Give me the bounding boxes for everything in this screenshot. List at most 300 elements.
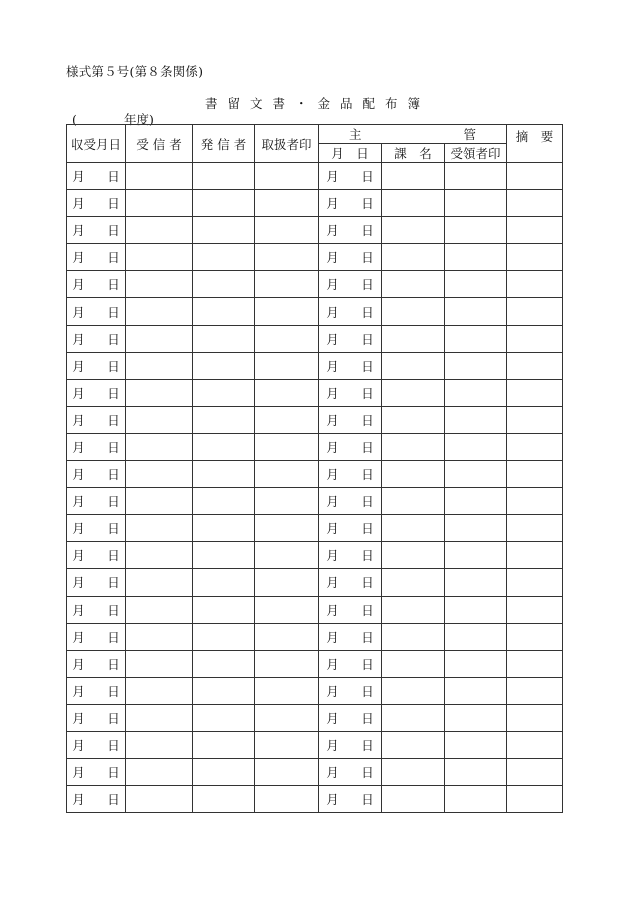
month-label: 月: [326, 656, 339, 672]
table-row: [67, 298, 563, 325]
cell-recipient: [126, 163, 193, 190]
cell-kanri-date: [319, 677, 382, 704]
cell-handler-seal: [255, 271, 319, 298]
cell-recipient: [126, 217, 193, 244]
cell-sender: [193, 731, 255, 758]
month-label: 月: [72, 467, 85, 483]
cell-received-date: [67, 677, 126, 704]
cell-sender: [193, 623, 255, 650]
day-label: 日: [107, 412, 120, 428]
month-label: 月: [326, 738, 339, 754]
cell-remarks: [507, 488, 563, 515]
cell-receiver-seal: [445, 786, 507, 813]
day-label: 日: [361, 683, 374, 699]
cell-remarks: [507, 433, 563, 460]
cell-sender: [193, 596, 255, 623]
header-sender: 発 信 者: [193, 125, 255, 163]
day-label: 日: [361, 467, 374, 483]
cell-remarks: [507, 542, 563, 569]
cell-kanri-date: [319, 731, 382, 758]
cell-handler-seal: [255, 786, 319, 813]
day-label: 日: [107, 223, 120, 239]
month-label: 月: [72, 277, 85, 293]
table-row: [67, 406, 563, 433]
cell-handler-seal: [255, 677, 319, 704]
cell-handler-seal: [255, 433, 319, 460]
cell-receiver-seal: [445, 433, 507, 460]
table-row: [67, 731, 563, 758]
day-label: 日: [361, 331, 374, 347]
month-label: 月: [72, 169, 85, 185]
cell-kanri-date: [319, 298, 382, 325]
cell-received-date: [67, 731, 126, 758]
cell-kanri-date: [319, 352, 382, 379]
cell-remarks: [507, 298, 563, 325]
month-label: 月: [72, 223, 85, 239]
cell-handler-seal: [255, 325, 319, 352]
table-row: [67, 190, 563, 217]
header-handler-seal: 取扱者印: [255, 125, 319, 163]
day-label: 日: [361, 277, 374, 293]
cell-recipient: [126, 488, 193, 515]
cell-received-date: [67, 352, 126, 379]
document-title: 書留文書・金品配布簿: [205, 96, 431, 111]
cell-remarks: [507, 704, 563, 731]
cell-sender: [193, 217, 255, 244]
cell-kanri-date: [319, 623, 382, 650]
cell-receiver-seal: [445, 623, 507, 650]
cell-kanri-date: [319, 596, 382, 623]
table-row: [67, 786, 563, 813]
cell-receiver-seal: [445, 217, 507, 244]
cell-sender: [193, 352, 255, 379]
cell-recipient: [126, 352, 193, 379]
cell-sender: [193, 650, 255, 677]
day-label: 日: [107, 385, 120, 401]
table-row: [67, 163, 563, 190]
day-label: 日: [107, 277, 120, 293]
month-label: 月: [326, 467, 339, 483]
month-label: 月: [326, 250, 339, 266]
cell-kanri-date: [319, 704, 382, 731]
month-label: 月: [326, 521, 339, 537]
cell-handler-seal: [255, 461, 319, 488]
cell-receiver-seal: [445, 569, 507, 596]
day-label: 日: [361, 629, 374, 645]
cell-section: [382, 190, 445, 217]
cell-section: [382, 379, 445, 406]
month-label: 月: [326, 385, 339, 401]
table-row: [67, 650, 563, 677]
cell-received-date: [67, 786, 126, 813]
cell-section: [382, 271, 445, 298]
cell-recipient: [126, 271, 193, 298]
cell-section: [382, 433, 445, 460]
month-label: 月: [72, 304, 85, 320]
cell-kanri-date: [319, 569, 382, 596]
cell-kanri-date: [319, 515, 382, 542]
month-label: 月: [326, 765, 339, 781]
header-sub-receiver-seal: 受領者印: [445, 144, 507, 163]
cell-sender: [193, 461, 255, 488]
cell-handler-seal: [255, 704, 319, 731]
cell-recipient: [126, 596, 193, 623]
month-label: 月: [326, 277, 339, 293]
day-label: 日: [361, 765, 374, 781]
cell-sender: [193, 190, 255, 217]
cell-section: [382, 163, 445, 190]
cell-section: [382, 542, 445, 569]
cell-section: [382, 217, 445, 244]
table-row: [67, 379, 563, 406]
month-label: 月: [72, 710, 85, 726]
month-label: 月: [326, 439, 339, 455]
cell-recipient: [126, 731, 193, 758]
cell-sender: [193, 759, 255, 786]
cell-received-date: [67, 163, 126, 190]
cell-section: [382, 461, 445, 488]
day-label: 日: [361, 521, 374, 537]
cell-recipient: [126, 759, 193, 786]
cell-section: [382, 488, 445, 515]
cell-sender: [193, 515, 255, 542]
cell-remarks: [507, 596, 563, 623]
fiscal-year-label: 年度): [124, 112, 154, 127]
cell-recipient: [126, 433, 193, 460]
month-label: 月: [72, 250, 85, 266]
cell-sender: [193, 244, 255, 271]
cell-receiver-seal: [445, 677, 507, 704]
cell-recipient: [126, 704, 193, 731]
month-label: 月: [72, 196, 85, 212]
cell-recipient: [126, 379, 193, 406]
cell-recipient: [126, 650, 193, 677]
header-sub-section: 課 名: [382, 144, 445, 163]
cell-section: [382, 623, 445, 650]
month-label: 月: [326, 494, 339, 510]
table-row: [67, 759, 563, 786]
month-label: 月: [326, 196, 339, 212]
cell-receiver-seal: [445, 704, 507, 731]
cell-received-date: [67, 488, 126, 515]
day-label: 日: [361, 602, 374, 618]
cell-receiver-seal: [445, 515, 507, 542]
cell-remarks: [507, 352, 563, 379]
cell-kanri-date: [319, 190, 382, 217]
cell-handler-seal: [255, 217, 319, 244]
day-label: 日: [361, 656, 374, 672]
month-label: 月: [326, 331, 339, 347]
cell-recipient: [126, 542, 193, 569]
form-label: 様式第５号(第８条関係): [66, 64, 204, 79]
day-label: 日: [107, 521, 120, 537]
header-kanri-left: 主: [349, 127, 362, 142]
month-label: 月: [72, 358, 85, 374]
header-sub-date: 月 日: [319, 144, 382, 163]
day-label: 日: [361, 792, 374, 808]
day-label: 日: [107, 656, 120, 672]
cell-sender: [193, 271, 255, 298]
cell-remarks: [507, 515, 563, 542]
cell-kanri-date: [319, 650, 382, 677]
month-label: 月: [326, 169, 339, 185]
table-row: [67, 704, 563, 731]
cell-remarks: [507, 569, 563, 596]
day-label: 日: [107, 169, 120, 185]
day-label: 日: [107, 304, 120, 320]
cell-section: [382, 569, 445, 596]
cell-recipient: [126, 461, 193, 488]
month-label: 月: [72, 602, 85, 618]
cell-received-date: [67, 433, 126, 460]
cell-section: [382, 759, 445, 786]
header-kanri: [319, 125, 507, 144]
cell-remarks: [507, 163, 563, 190]
cell-receiver-seal: [445, 352, 507, 379]
cell-receiver-seal: [445, 461, 507, 488]
cell-kanri-date: [319, 542, 382, 569]
month-label: 月: [326, 575, 339, 591]
day-label: 日: [107, 331, 120, 347]
table-row: [67, 596, 563, 623]
table-row: [67, 244, 563, 271]
cell-received-date: [67, 515, 126, 542]
cell-remarks: [507, 379, 563, 406]
cell-handler-seal: [255, 650, 319, 677]
day-label: 日: [107, 439, 120, 455]
cell-received-date: [67, 298, 126, 325]
day-label: 日: [107, 575, 120, 591]
cell-receiver-seal: [445, 488, 507, 515]
month-label: 月: [72, 738, 85, 754]
table-row: [67, 325, 563, 352]
cell-handler-seal: [255, 759, 319, 786]
day-label: 日: [107, 548, 120, 564]
cell-kanri-date: [319, 163, 382, 190]
cell-received-date: [67, 271, 126, 298]
day-label: 日: [361, 738, 374, 754]
month-label: 月: [326, 792, 339, 808]
cell-handler-seal: [255, 190, 319, 217]
day-label: 日: [107, 494, 120, 510]
cell-remarks: [507, 325, 563, 352]
month-label: 月: [72, 331, 85, 347]
cell-receiver-seal: [445, 271, 507, 298]
table-row: [67, 677, 563, 704]
month-label: 月: [72, 412, 85, 428]
cell-recipient: [126, 298, 193, 325]
day-label: 日: [107, 683, 120, 699]
cell-sender: [193, 325, 255, 352]
cell-receiver-seal: [445, 325, 507, 352]
cell-receiver-seal: [445, 542, 507, 569]
day-label: 日: [361, 169, 374, 185]
month-label: 月: [72, 629, 85, 645]
month-label: 月: [326, 358, 339, 374]
cell-handler-seal: [255, 542, 319, 569]
ledger-table: [66, 124, 563, 813]
cell-remarks: [507, 190, 563, 217]
cell-receiver-seal: [445, 650, 507, 677]
header-kanri-right: 管: [463, 127, 477, 142]
cell-recipient: [126, 786, 193, 813]
day-label: 日: [361, 223, 374, 239]
cell-received-date: [67, 542, 126, 569]
day-label: 日: [361, 358, 374, 374]
day-label: 日: [361, 494, 374, 510]
cell-receiver-seal: [445, 596, 507, 623]
cell-remarks: [507, 244, 563, 271]
day-label: 日: [361, 385, 374, 401]
cell-receiver-seal: [445, 406, 507, 433]
day-label: 日: [361, 196, 374, 212]
month-label: 月: [326, 710, 339, 726]
cell-sender: [193, 379, 255, 406]
day-label: 日: [107, 196, 120, 212]
table-row: [67, 433, 563, 460]
cell-handler-seal: [255, 163, 319, 190]
cell-remarks: [507, 759, 563, 786]
cell-kanri-date: [319, 488, 382, 515]
cell-remarks: [507, 623, 563, 650]
month-label: 月: [72, 494, 85, 510]
month-label: 月: [326, 629, 339, 645]
month-label: 月: [72, 683, 85, 699]
cell-received-date: [67, 217, 126, 244]
header-recipient: 受 信 者: [126, 125, 193, 163]
month-label: 月: [326, 304, 339, 320]
cell-sender: [193, 298, 255, 325]
cell-recipient: [126, 677, 193, 704]
cell-receiver-seal: [445, 163, 507, 190]
month-label: 月: [72, 439, 85, 455]
month-label: 月: [72, 385, 85, 401]
cell-received-date: [67, 325, 126, 352]
cell-recipient: [126, 406, 193, 433]
cell-receiver-seal: [445, 379, 507, 406]
cell-handler-seal: [255, 515, 319, 542]
cell-sender: [193, 488, 255, 515]
day-label: 日: [107, 467, 120, 483]
month-label: 月: [72, 656, 85, 672]
cell-receiver-seal: [445, 298, 507, 325]
month-label: 月: [72, 792, 85, 808]
cell-kanri-date: [319, 461, 382, 488]
header-row-top: [67, 125, 563, 144]
cell-kanri-date: [319, 433, 382, 460]
table-row: [67, 542, 563, 569]
cell-section: [382, 731, 445, 758]
cell-remarks: [507, 406, 563, 433]
day-label: 日: [361, 412, 374, 428]
cell-sender: [193, 542, 255, 569]
cell-received-date: [67, 650, 126, 677]
cell-recipient: [126, 244, 193, 271]
cell-remarks: [507, 677, 563, 704]
cell-recipient: [126, 569, 193, 596]
day-label: 日: [107, 358, 120, 374]
cell-section: [382, 298, 445, 325]
cell-received-date: [67, 569, 126, 596]
cell-recipient: [126, 325, 193, 352]
cell-received-date: [67, 379, 126, 406]
cell-recipient: [126, 515, 193, 542]
cell-handler-seal: [255, 379, 319, 406]
cell-sender: [193, 677, 255, 704]
cell-sender: [193, 569, 255, 596]
table-row: [67, 217, 563, 244]
day-label: 日: [361, 710, 374, 726]
table-row: [67, 515, 563, 542]
cell-handler-seal: [255, 244, 319, 271]
cell-section: [382, 244, 445, 271]
month-label: 月: [72, 521, 85, 537]
cell-receiver-seal: [445, 731, 507, 758]
cell-kanri-date: [319, 759, 382, 786]
cell-kanri-date: [319, 325, 382, 352]
cell-section: [382, 677, 445, 704]
day-label: 日: [107, 629, 120, 645]
cell-kanri-date: [319, 406, 382, 433]
cell-section: [382, 406, 445, 433]
cell-section: [382, 352, 445, 379]
cell-section: [382, 325, 445, 352]
cell-handler-seal: [255, 488, 319, 515]
cell-received-date: [67, 244, 126, 271]
cell-kanri-date: [319, 786, 382, 813]
month-label: 月: [72, 548, 85, 564]
cell-remarks: [507, 461, 563, 488]
cell-recipient: [126, 623, 193, 650]
table-row: [67, 623, 563, 650]
table-row: [67, 352, 563, 379]
cell-handler-seal: [255, 298, 319, 325]
day-label: 日: [107, 738, 120, 754]
cell-section: [382, 515, 445, 542]
cell-section: [382, 786, 445, 813]
cell-remarks: [507, 650, 563, 677]
day-label: 日: [361, 250, 374, 266]
header-remarks: 摘 要: [507, 125, 563, 163]
month-label: 月: [326, 412, 339, 428]
month-label: 月: [326, 683, 339, 699]
cell-section: [382, 596, 445, 623]
cell-remarks: [507, 786, 563, 813]
cell-received-date: [67, 704, 126, 731]
cell-handler-seal: [255, 623, 319, 650]
cell-section: [382, 704, 445, 731]
cell-received-date: [67, 596, 126, 623]
day-label: 日: [361, 575, 374, 591]
day-label: 日: [361, 548, 374, 564]
day-label: 日: [361, 439, 374, 455]
cell-section: [382, 650, 445, 677]
cell-handler-seal: [255, 731, 319, 758]
table-row: [67, 271, 563, 298]
cell-handler-seal: [255, 569, 319, 596]
cell-remarks: [507, 271, 563, 298]
header-received-date: 収受月日: [67, 125, 126, 163]
cell-remarks: [507, 731, 563, 758]
fiscal-year-open-paren: (: [72, 112, 77, 127]
month-label: 月: [326, 548, 339, 564]
ledger-body: [67, 163, 563, 813]
cell-recipient: [126, 190, 193, 217]
cell-kanri-date: [319, 379, 382, 406]
month-label: 月: [326, 602, 339, 618]
cell-remarks: [507, 217, 563, 244]
cell-handler-seal: [255, 596, 319, 623]
